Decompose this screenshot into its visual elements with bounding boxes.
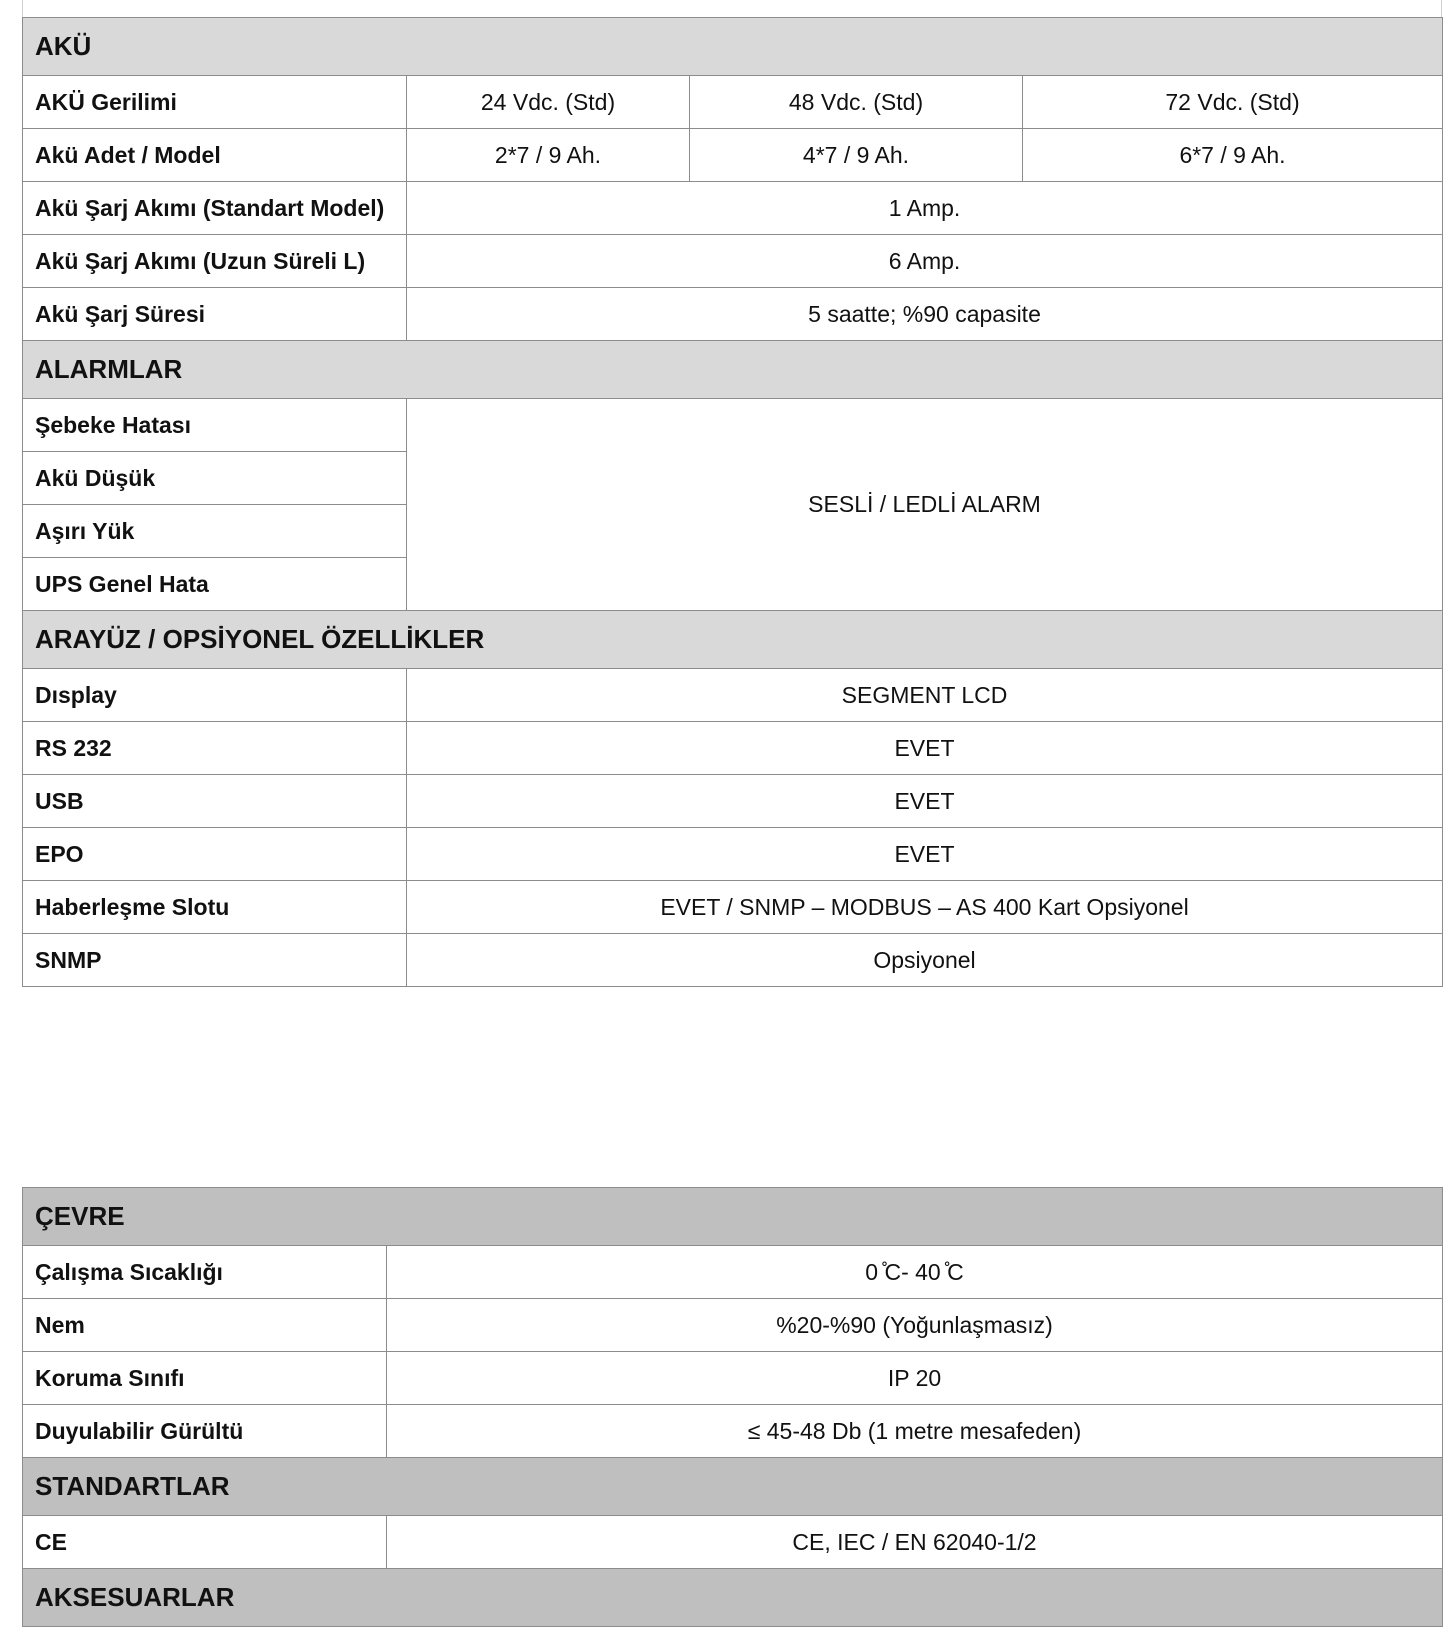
table-row	[23, 235, 1443, 288]
row-label: Dısplay	[23, 669, 407, 722]
cell-value: 2*7 / 9 Ah.	[407, 129, 690, 182]
table-row	[23, 1246, 1443, 1299]
section-title: ALARMLAR	[23, 341, 1443, 399]
row-label: CE	[23, 1516, 387, 1569]
section-title: ARAYÜZ / OPSİYONEL ÖZELLİKLER	[23, 611, 1443, 669]
spec-table-battery-alarms-interface	[22, 17, 1443, 987]
section-title: ÇEVRE	[23, 1188, 1443, 1246]
row-label: Akü Şarj Akımı (Standart Model)	[23, 182, 407, 235]
table-row	[23, 934, 1443, 987]
row-label: UPS Genel Hata	[23, 558, 407, 611]
section-header-interface	[23, 611, 1443, 669]
table-row	[23, 828, 1443, 881]
cell-value: Opsiyonel	[407, 934, 1443, 987]
row-label: Duyulabilir Gürültü	[23, 1405, 387, 1458]
row-label: Akü Adet / Model	[23, 129, 407, 182]
table-row	[23, 1299, 1443, 1352]
cell-value: 1 Amp.	[407, 182, 1443, 235]
cell-value: SEGMENT LCD	[407, 669, 1443, 722]
cell-value: EVET	[407, 722, 1443, 775]
row-label: Akü Düşük	[23, 452, 407, 505]
row-label: RS 232	[23, 722, 407, 775]
table-row	[23, 1405, 1443, 1458]
section-title: AKÜ	[23, 18, 1443, 76]
section-header-standards	[23, 1458, 1443, 1516]
table-row	[23, 1516, 1443, 1569]
table-row	[23, 182, 1443, 235]
cell-value: 24 Vdc. (Std)	[407, 76, 690, 129]
row-label: USB	[23, 775, 407, 828]
table-row	[23, 288, 1443, 341]
row-label: Şebeke Hatası	[23, 399, 407, 452]
table-row	[23, 881, 1443, 934]
row-label: Akü Şarj Süresi	[23, 288, 407, 341]
section-header-aku	[23, 18, 1443, 76]
row-label: Aşırı Yük	[23, 505, 407, 558]
row-label: EPO	[23, 828, 407, 881]
table-row	[23, 722, 1443, 775]
cell-value: 5 saatte; %90 capasite	[407, 288, 1443, 341]
cell-value: 6 Amp.	[407, 235, 1443, 288]
section-header-environment	[23, 1188, 1443, 1246]
table-row	[23, 76, 1443, 129]
table-row	[23, 775, 1443, 828]
section-header-accessories	[23, 1569, 1443, 1627]
table-row	[23, 399, 1443, 452]
cell-value: CE, IEC / EN 62040-1/2	[387, 1516, 1443, 1569]
cell-value: 4*7 / 9 Ah.	[690, 129, 1023, 182]
section-title: AKSESUARLAR	[23, 1569, 1443, 1627]
cell-value: ≤ 45-48 Db (1 metre mesafeden)	[387, 1405, 1443, 1458]
cell-value: EVET	[407, 775, 1443, 828]
row-label: Akü Şarj Akımı (Uzun Süreli L)	[23, 235, 407, 288]
row-label: Haberleşme Slotu	[23, 881, 407, 934]
table-row	[23, 129, 1443, 182]
row-label: SNMP	[23, 934, 407, 987]
alarm-value: SESLİ / LEDLİ ALARM	[407, 399, 1443, 611]
section-header-alarms	[23, 341, 1443, 399]
row-label: AKÜ Gerilimi	[23, 76, 407, 129]
table-row	[23, 669, 1443, 722]
section-title: STANDARTLAR	[23, 1458, 1443, 1516]
cell-value: IP 20	[387, 1352, 1443, 1405]
cell-value: 6*7 / 9 Ah.	[1023, 129, 1443, 182]
row-label: Nem	[23, 1299, 387, 1352]
cell-value: EVET / SNMP – MODBUS – AS 400 Kart Opsiyonel	[407, 881, 1443, 934]
row-label: Çalışma Sıcaklığı	[23, 1246, 387, 1299]
cell-value: EVET	[407, 828, 1443, 881]
cell-value: 48 Vdc. (Std)	[690, 76, 1023, 129]
spec-table-environment-standards	[22, 1187, 1443, 1627]
table-row	[23, 1352, 1443, 1405]
cell-value: 0 ̊C- 40 ̊C	[387, 1246, 1443, 1299]
cell-value: %20-%90 (Yoğunlaşmasız)	[387, 1299, 1443, 1352]
row-label: Koruma Sınıfı	[23, 1352, 387, 1405]
table-top-edge	[22, 0, 1442, 17]
cell-value: 72 Vdc. (Std)	[1023, 76, 1443, 129]
